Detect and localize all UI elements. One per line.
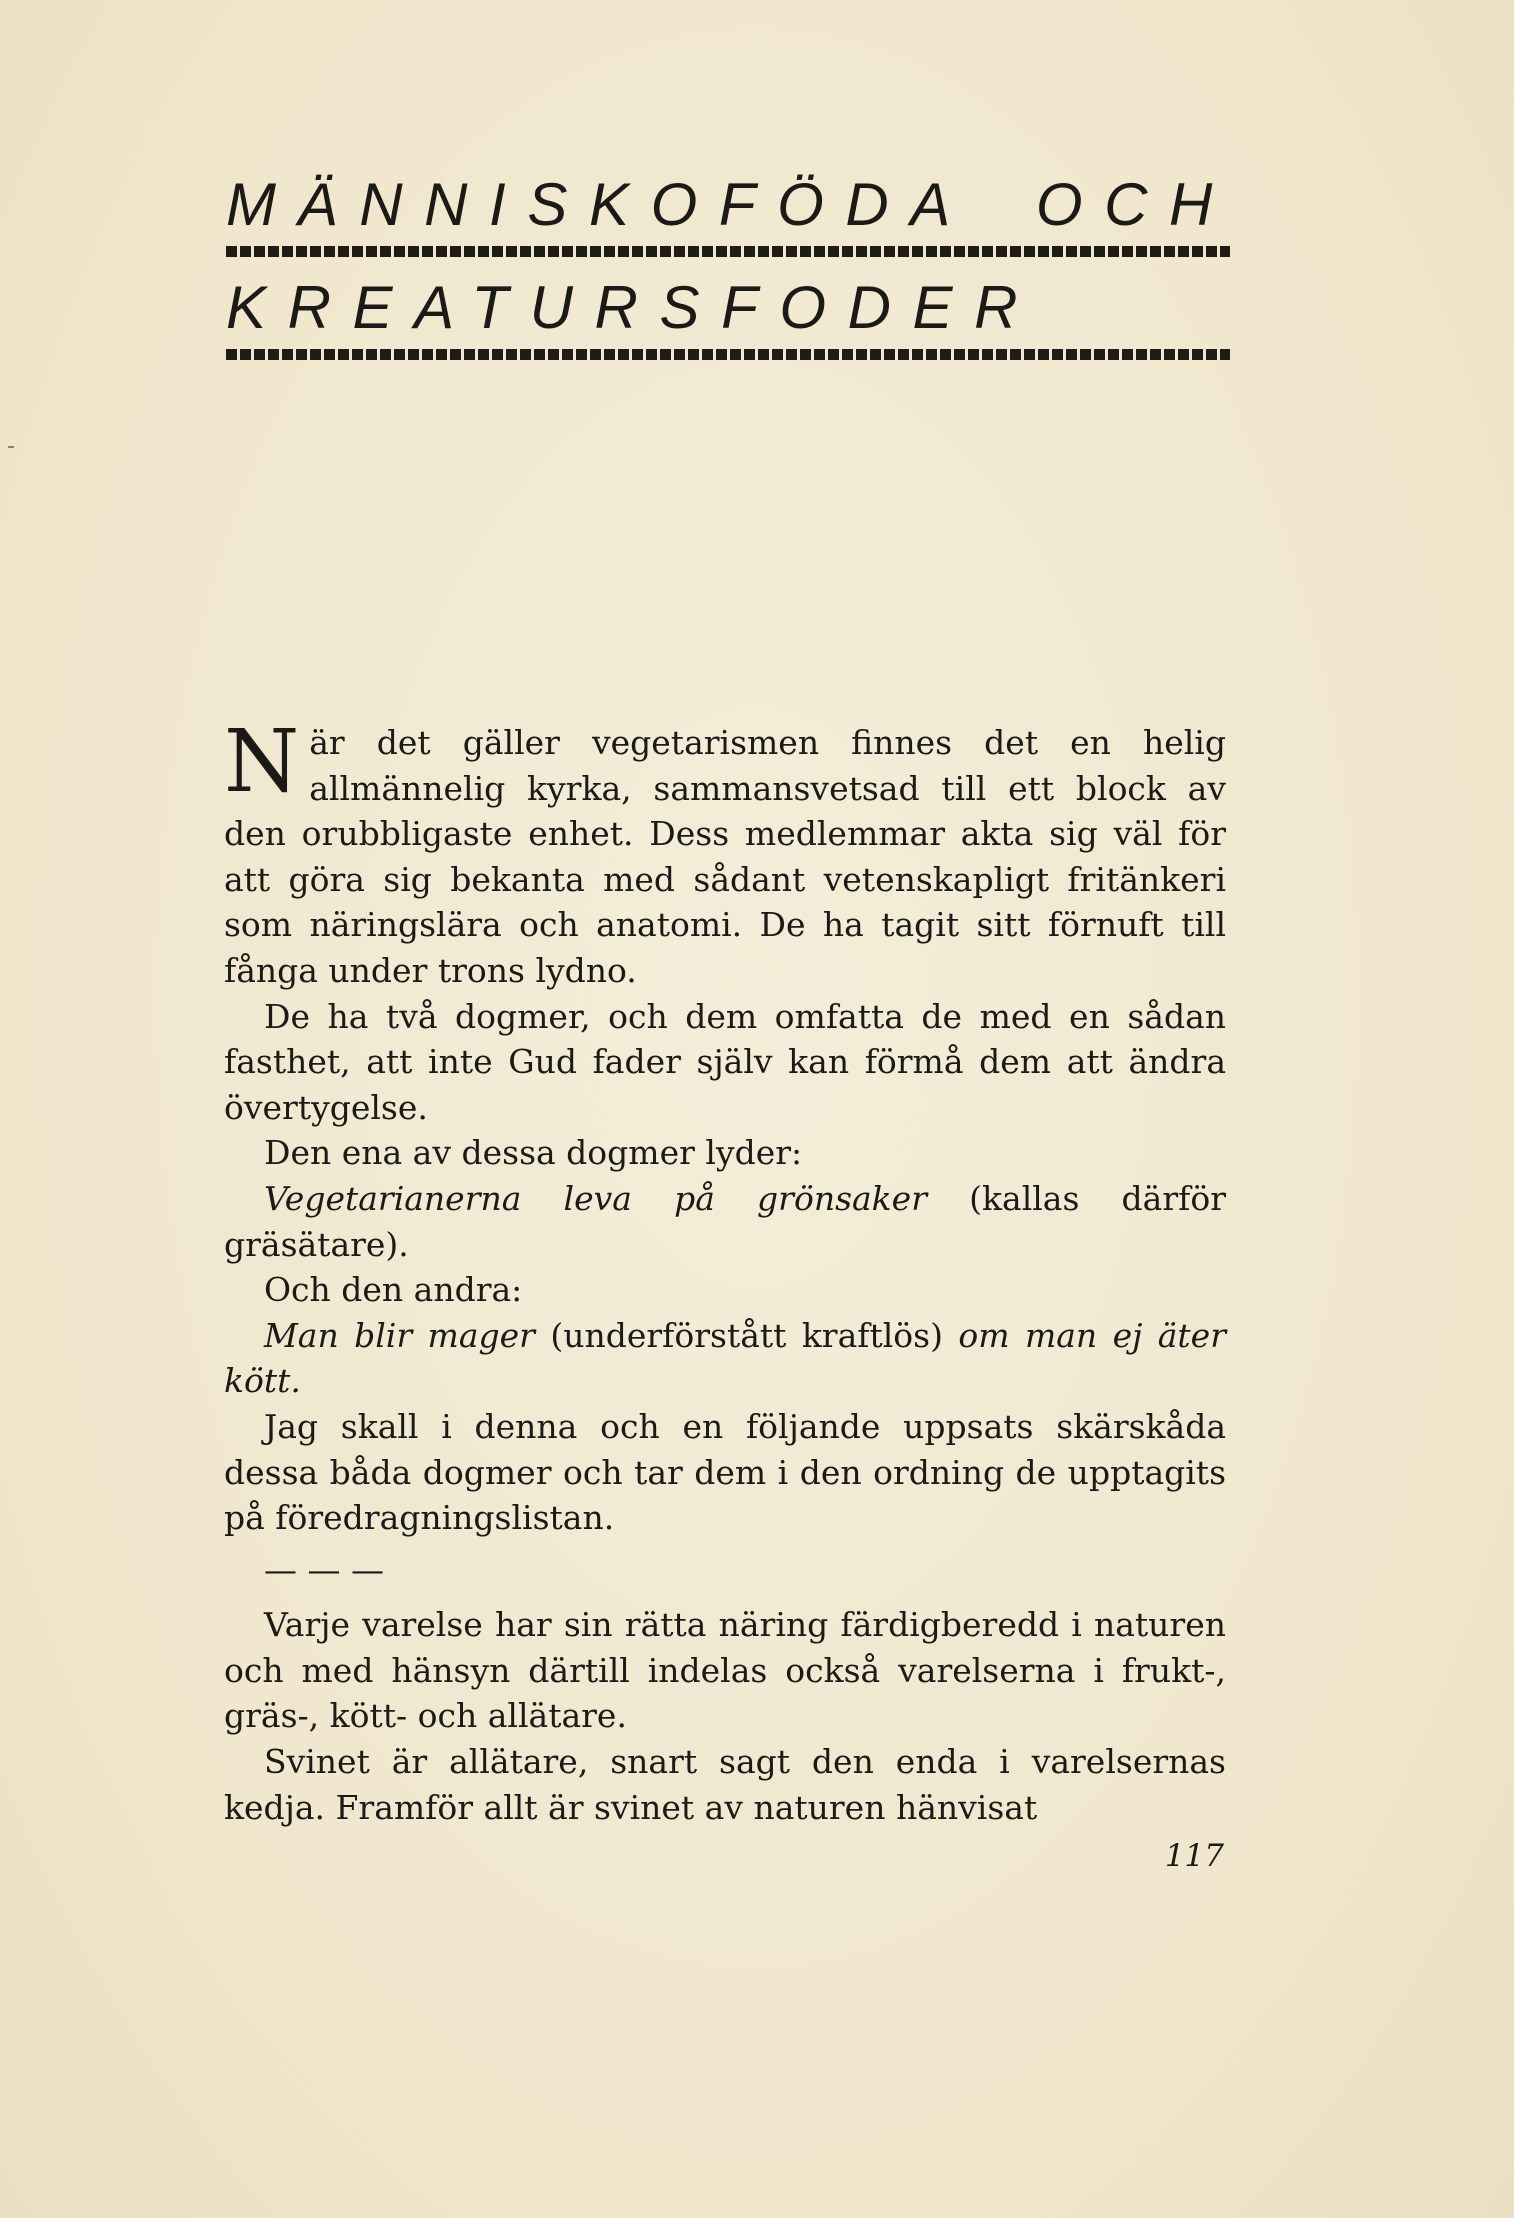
paragraph-1 xyxy=(224,712,1226,994)
section-separator: — — — xyxy=(264,1549,384,1589)
title-line-2: KREATURSFODER xyxy=(226,274,1040,341)
page-number: 117 xyxy=(1164,1838,1224,1874)
paragraph-1-text: är det gäller vegetarismen finnes det en helig allmännelig kyrka, sammansvetsad till ett block av den orubbligaste enhet. Dess medlemmar akta sig väl för att göra sig bekanta med sådant vetenskapligt fritänkeri som näringslära och anatomi. De ha tagit sitt förnuft till fånga under trons lydno. xyxy=(224,723,1226,990)
title-rule-2 xyxy=(226,349,1230,360)
dogma-1-italic: Vegetarianerna leva på grönsaker xyxy=(264,1178,927,1218)
dogma-2-middle: (underförstått kraftlös) xyxy=(534,1315,959,1355)
dogma-1-rest: (kallas därför gräsätare). xyxy=(224,1178,1226,1264)
title-line-1: MÄNNISKOFÖDA OCH xyxy=(226,171,1234,238)
paragraph-9: Svinet är allätare, snart sagt den enda i varelsernas kedja. Framför allt är svinet av naturen hänvisat xyxy=(224,1742,1226,1827)
title-rule-1 xyxy=(226,246,1230,257)
paragraph-4 xyxy=(224,1176,1226,1267)
paragraph-2: De ha två dogmer, och dem omfatta de med en sådan fasthet, att inte Gud fader själv kan förmå dem att ändra övertygelse. xyxy=(224,996,1226,1127)
paragraph-7: Jag skall i denna och en följande uppsats skärskåda dessa båda dogmer och tar dem i den ordning de upptagits på föredragningslistan. xyxy=(224,1406,1226,1538)
paragraph-6 xyxy=(224,1313,1226,1404)
dogma-2-italic-a: Man blir mager xyxy=(264,1315,535,1355)
dogma-2-italic-b: om man ej äter kött. xyxy=(224,1315,1226,1401)
margin-mark xyxy=(8,446,14,448)
chapter-title xyxy=(226,170,1234,360)
drop-cap: N xyxy=(224,712,300,812)
paragraph-5: Och den andra: xyxy=(264,1270,523,1310)
body-text xyxy=(224,712,1226,1830)
paragraph-8: Varje varelse har sin rätta näring färdigberedd i naturen och med hänsyn därtill indelas också varelserna i frukt-, gräs-, kött- och allätare. xyxy=(224,1605,1226,1736)
paragraph-3: Den ena av dessa dogmer lyder: xyxy=(264,1133,803,1173)
